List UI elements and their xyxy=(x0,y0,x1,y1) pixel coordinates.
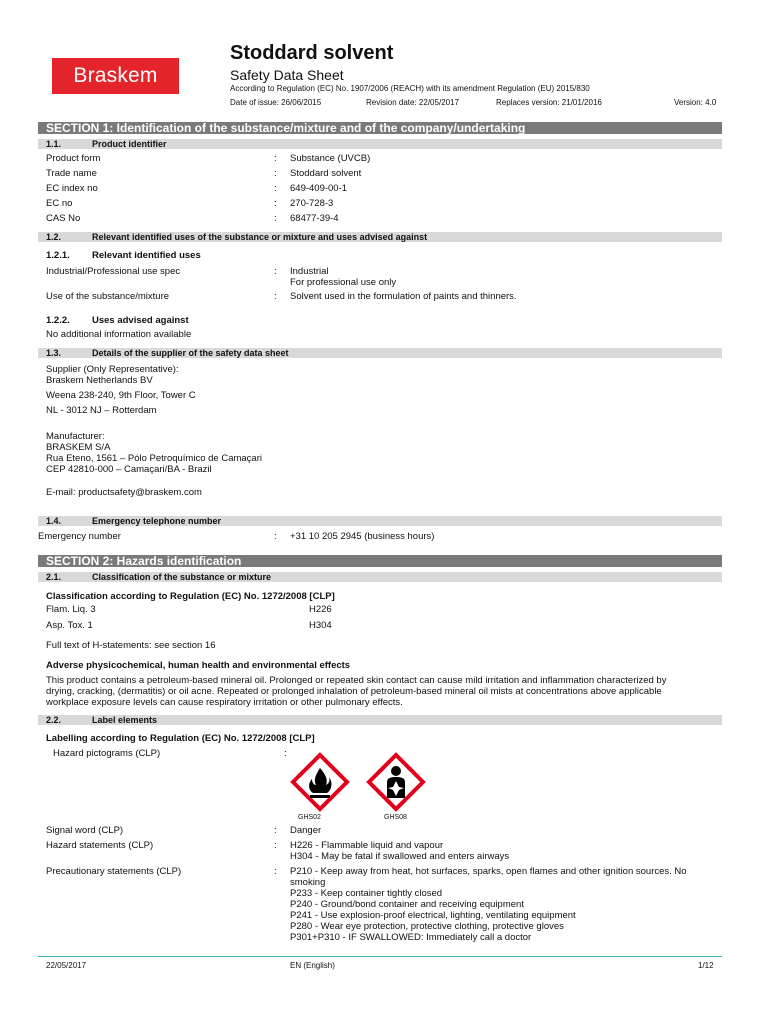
manufacturer-line: Manufacturer: xyxy=(46,431,105,442)
hazard-statements-row xyxy=(46,840,722,862)
version: Version: 4.0 xyxy=(674,98,717,107)
subsection-1-3-header xyxy=(38,348,722,358)
section-2-header xyxy=(38,555,722,567)
supplier-address: NL - 3012 NJ – Rotterdam xyxy=(46,405,157,416)
row-label: Emergency number xyxy=(38,531,121,542)
hazard-statement: H304 - May be fatal if swallowed and enters airways xyxy=(290,851,510,862)
classification-value: H226 xyxy=(309,604,332,615)
subsection-2-1-header xyxy=(38,572,722,582)
classification-label: Flam. Liq. 3 xyxy=(46,604,96,615)
pictogram-code: GHS02 xyxy=(298,814,321,821)
row-value: For professional use only xyxy=(290,277,397,288)
full-text-note: Full text of H-statements: see section 16 xyxy=(46,640,216,651)
row-label: EC no xyxy=(46,198,73,209)
row-label: Precautionary statements (CLP) xyxy=(46,866,182,877)
product-row xyxy=(46,213,722,224)
product-row xyxy=(46,198,722,209)
subsection-title: Label elements xyxy=(92,715,158,725)
precautionary-statement: P210 - Keep away from heat, hot surfaces, sparks, open flames and other ignition sources. No xyxy=(290,866,687,877)
date-of-issue: Date of issue: 26/06/2015 xyxy=(230,98,322,107)
classification-label: Asp. Tox. 1 xyxy=(46,620,93,631)
subsection-1-1-header xyxy=(38,139,722,149)
flame-icon xyxy=(290,752,350,812)
subsection-title: Product identifier xyxy=(92,139,167,149)
adverse-text-line: workplace exposure levels can cause respiratory irritation or other pulmonary effects. xyxy=(46,697,403,708)
row-value: Danger xyxy=(290,825,322,836)
replaces-version: Replaces version: 21/01/2016 xyxy=(496,98,602,107)
precautionary-statement: P301+P310 - IF SWALLOWED: Immediately call a doctor xyxy=(290,932,532,943)
section-1-title: SECTION 1: Identification of the substance/mixture and of the company/undertaking xyxy=(46,121,526,135)
subsection-number: 1.2. xyxy=(46,232,62,242)
adverse-heading: Adverse physicochemical, human health and environmental effects xyxy=(46,660,351,671)
colon: : xyxy=(274,213,277,224)
colon: : xyxy=(274,866,277,877)
precautionary-statement: P280 - Wear eye protection, protective clothing, protective gloves xyxy=(290,921,564,932)
row-value: +31 10 205 2945 (business hours) xyxy=(290,531,435,542)
subsection-1-2-1-title: Relevant identified uses xyxy=(92,250,201,261)
regulation-note: According to Regulation (EC) No. 1907/2006 (REACH) with its amendment Regulation (EU) 2015/830 xyxy=(230,84,590,93)
precautionary-statement: P241 - Use explosion-proof electrical, lighting, ventilating equipment xyxy=(290,910,576,921)
colon: : xyxy=(274,531,277,542)
row-label: Product form xyxy=(46,153,101,164)
colon: : xyxy=(274,198,277,209)
precautionary-statement: P233 - Keep container tightly closed xyxy=(290,888,443,899)
colon: : xyxy=(274,153,277,164)
row-label: Industrial/Professional use spec xyxy=(46,266,181,277)
subsection-title: Details of the supplier of the safety data sheet xyxy=(92,348,289,358)
adverse-text-line: drying, cracking, (dermatitis) or oil acne. Repeated or prolonged inhalation of petroleum-based mineral oil mists at concentrations above applicable xyxy=(46,686,662,697)
row-value: Industrial xyxy=(290,266,329,277)
subsection-1-2-2-number: 1.2.2. xyxy=(46,315,70,326)
subsection-number: 2.2. xyxy=(46,715,62,725)
row-label: Trade name xyxy=(46,168,97,179)
manufacturer-line: BRASKEM S/A xyxy=(46,442,111,453)
document-title: Stoddard solvent xyxy=(230,42,394,64)
use-spec-row xyxy=(46,266,722,290)
use-row xyxy=(46,291,722,302)
precautionary-statement: smoking xyxy=(290,877,326,888)
signal-word-row xyxy=(46,825,722,836)
footer-divider xyxy=(38,956,722,957)
product-row xyxy=(46,183,722,194)
row-value: Stoddard solvent xyxy=(290,168,362,179)
supplier-address: Weena 238-240, 9th Floor, Tower C xyxy=(46,390,196,401)
subsection-1-4-header xyxy=(38,516,722,526)
subsection-number: 1.3. xyxy=(46,348,62,358)
braskem-logo: Braskem xyxy=(52,58,179,94)
colon: : xyxy=(274,266,277,277)
row-label: EC index no xyxy=(46,183,98,194)
pictogram-code: GHS08 xyxy=(384,814,407,821)
precautionary-statement: P240 - Ground/bond container and receiving equipment xyxy=(290,899,524,910)
subsection-title: Relevant identified uses of the substance or mixture and uses advised against xyxy=(92,232,428,242)
subsection-1-2-header xyxy=(38,232,722,242)
subsection-number: 1.4. xyxy=(46,516,62,526)
row-label: Hazard statements (CLP) xyxy=(46,840,154,851)
footer-date: 22/05/2017 xyxy=(46,961,87,970)
manufacturer-line: CEP 42810-000 – Camaçari/BA - Brazil xyxy=(46,464,212,475)
hazard-statement: H226 - Flammable liquid and vapour xyxy=(290,840,444,851)
manufacturer-line: Rua Eteno, 1561 – Pólo Petroquímico de Camaçari xyxy=(46,453,262,464)
footer-language: EN (English) xyxy=(290,961,335,970)
subsection-title: Emergency telephone number xyxy=(92,516,222,526)
pictograms-label: Hazard pictograms (CLP) xyxy=(53,748,161,759)
product-row xyxy=(46,168,722,179)
colon: : xyxy=(274,168,277,179)
colon: : xyxy=(274,840,277,851)
row-label: Use of the substance/mixture xyxy=(46,291,170,302)
subsection-1-2-2-title: Uses advised against xyxy=(92,315,189,326)
subsection-number: 1.1. xyxy=(46,139,62,149)
colon: : xyxy=(274,183,277,194)
row-value: 649-409-00-1 xyxy=(290,183,348,194)
section-1-header xyxy=(38,122,722,134)
colon: : xyxy=(274,291,277,302)
row-value: Solvent used in the formulation of paints and thinners. xyxy=(290,291,517,302)
footer-page-number: 1/12 xyxy=(698,961,714,970)
subsection-2-2-header xyxy=(38,715,722,725)
revision-date: Revision date: 22/05/2017 xyxy=(366,98,459,107)
section-2-title: SECTION 2: Hazards identification xyxy=(46,554,242,568)
clp-heading: Classification according to Regulation (EC) No. 1272/2008 [CLP] xyxy=(46,591,335,602)
labelling-heading: Labelling according to Regulation (EC) No. 1272/2008 [CLP] xyxy=(46,733,315,744)
row-value: Substance (UVCB) xyxy=(290,153,371,164)
row-label: Signal word (CLP) xyxy=(46,825,124,836)
subsection-1-2-1-number: 1.2.1. xyxy=(46,250,70,261)
adverse-text-line: This product contains a petroleum-based mineral oil. Prolonged or repeated skin contact can cause mild irritation and inflammation characterized by xyxy=(46,675,667,686)
row-label: CAS No xyxy=(46,213,81,224)
classification-value: H304 xyxy=(309,620,332,631)
document-subtitle: Safety Data Sheet xyxy=(230,67,344,83)
row-value: 270-728-3 xyxy=(290,198,334,209)
colon: : xyxy=(274,825,277,836)
subsection-title: Classification of the substance or mixture xyxy=(92,572,272,582)
health-hazard-icon xyxy=(366,752,426,812)
subsection-number: 2.1. xyxy=(46,572,62,582)
supplier-line: Supplier (Only Representative): xyxy=(46,364,179,375)
row-value: 68477-39-4 xyxy=(290,213,339,224)
email-line[interactable]: E-mail: productsafety@braskem.com xyxy=(46,487,202,498)
supplier-line: Braskem Netherlands BV xyxy=(46,375,153,386)
emergency-row xyxy=(38,531,722,542)
uses-advised-text: No additional information available xyxy=(46,329,192,340)
product-row xyxy=(46,153,722,164)
precautionary-statements-row xyxy=(46,866,722,946)
colon: : xyxy=(284,748,287,759)
